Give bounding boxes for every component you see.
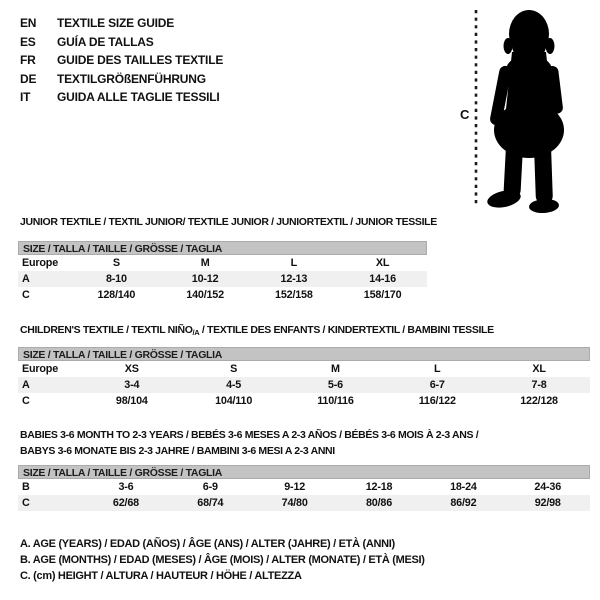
months-cell: 12-18 <box>365 481 393 493</box>
table-row-europe <box>18 361 590 377</box>
title-text: / TEXTILE DES ENFANTS / KINDERTEXTIL / BAMBINI TESSILE <box>199 324 494 336</box>
height-cell: 140/152 <box>186 289 224 301</box>
height-cell: 128/140 <box>97 289 136 301</box>
months-cell: 9-12 <box>284 481 306 493</box>
size-cell: M <box>331 363 340 375</box>
height-cell: 110/116 <box>317 395 354 407</box>
footnote-b: B. AGE (MONTHS) / EDAD (MESES) / ÂGE (MOIS) / ALTER (MONATE) / ETÀ (MESI) <box>20 554 425 566</box>
size-header-bar: SIZE / TALLA / TAILLE / GRÖSSE / TAGLIA <box>18 241 427 255</box>
legend-footnotes <box>20 536 425 584</box>
height-cell: 116/122 <box>418 395 456 407</box>
size-cell: XL <box>375 257 390 269</box>
age-cell: 14-16 <box>369 273 396 285</box>
age-cell: 5-6 <box>327 379 343 391</box>
age-cell: 7-8 <box>531 379 547 391</box>
table-row-height <box>18 393 590 409</box>
footnote-c: C. (cm) HEIGHT / ALTURA / HAUTEUR / HÖHE / ALTEZZA <box>20 570 302 582</box>
height-cell: 74/80 <box>281 497 308 509</box>
babies-size-table <box>18 465 590 511</box>
title-line-1: BABIES 3-6 MONTH TO 2-3 YEARS / BEBÉS 3-6 MESES A 2-3 AÑOS / BÉBÉS 3-6 MOIS À 2-3 ANS / <box>20 429 479 441</box>
age-cell: 6-7 <box>429 379 445 391</box>
table-row-age <box>18 271 427 287</box>
row-label: C <box>22 497 30 509</box>
size-cell: L <box>434 363 441 375</box>
size-cell: M <box>200 257 210 269</box>
table-row-height <box>18 287 427 303</box>
lang-label: TEXTILE SIZE GUIDE <box>57 16 175 31</box>
toddler-silhouette-icon <box>448 6 596 218</box>
months-cell: 3-6 <box>118 481 134 493</box>
row-label: A <box>22 273 30 285</box>
height-cell: 68/74 <box>197 497 224 509</box>
lang-row-en <box>20 14 223 33</box>
lang-label: GUIDA ALLE TAGLIE TESSILI <box>57 90 220 105</box>
height-cell: 62/68 <box>112 497 139 509</box>
lang-code: EN <box>20 16 37 31</box>
lang-row-es <box>20 33 223 52</box>
age-cell: 8-10 <box>105 273 127 285</box>
junior-section-title: JUNIOR TEXTILE / TEXTIL JUNIOR/ TEXTILE JUNIOR / JUNIORTEXTIL / JUNIOR TESSILE <box>20 216 437 228</box>
months-cell: 24-36 <box>534 481 562 493</box>
age-cell: 4-5 <box>226 379 242 391</box>
lang-label: TEXTILGRÖßENFÜHRUNG <box>57 71 206 86</box>
size-header-bar: SIZE / TALLA / TAILLE / GRÖSSE / TAGLIA <box>18 347 590 361</box>
table-row-age <box>18 377 590 393</box>
lang-code: FR <box>20 53 36 68</box>
height-cell: 86/92 <box>450 497 477 509</box>
size-cell: S <box>112 257 120 269</box>
months-cell: 18-24 <box>450 481 477 493</box>
row-label: C <box>22 289 30 301</box>
lang-row-fr <box>20 51 223 70</box>
height-cell: 80/86 <box>366 497 393 509</box>
age-cell: 12-13 <box>280 273 308 285</box>
row-label: C <box>22 395 30 407</box>
age-cell: 10-12 <box>191 273 219 285</box>
babies-section-title <box>20 427 478 459</box>
months-cell: 6-9 <box>202 481 218 493</box>
title-text: CHILDREN'S TEXTILE / TEXTIL NIÑO <box>20 324 193 336</box>
row-label: Europe <box>22 363 58 375</box>
size-cell: L <box>290 257 298 269</box>
lang-code: DE <box>20 71 37 86</box>
children-section-title <box>20 322 494 341</box>
table-row-europe <box>18 255 427 271</box>
row-label: Europe <box>22 257 58 269</box>
lang-row-de <box>20 70 223 89</box>
height-cell: 158/170 <box>363 289 402 301</box>
table-row-months <box>18 479 590 495</box>
junior-size-table <box>18 241 427 303</box>
height-marker-label: C <box>460 107 470 122</box>
lang-label: GUÍA DE TALLAS <box>57 34 154 49</box>
lang-code: ES <box>20 34 36 49</box>
language-header <box>20 14 223 107</box>
row-label: A <box>22 379 30 391</box>
title-line-2: BABYS 3-6 MONATE BIS 2-3 JAHRE / BAMBINI 3-6 MESI A 2-3 ANNI <box>20 445 335 457</box>
lang-row-it <box>20 88 223 107</box>
size-cell: XS <box>124 363 139 375</box>
height-cell: 92/98 <box>534 497 561 509</box>
title-subscript: /A <box>192 328 200 337</box>
row-label: B <box>22 481 30 493</box>
size-cell: XL <box>532 363 546 375</box>
lang-label: GUIDE DES TAILLES TEXTILE <box>57 53 224 68</box>
size-cell: S <box>230 363 238 375</box>
table-row-height <box>18 495 590 511</box>
height-cell: 98/104 <box>115 395 148 407</box>
lang-code: IT <box>20 90 31 105</box>
children-size-table <box>18 347 590 409</box>
height-cell: 104/110 <box>215 395 253 407</box>
child-figure-area <box>448 6 596 218</box>
height-cell: 152/158 <box>275 289 313 301</box>
age-cell: 3-4 <box>124 379 140 391</box>
height-cell: 122/128 <box>520 395 558 407</box>
footnote-a: A. AGE (YEARS) / EDAD (AÑOS) / ÂGE (ANS) / ALTER (JAHRE) / ETÀ (ANNI) <box>20 538 395 550</box>
size-header-bar: SIZE / TALLA / TAILLE / GRÖSSE / TAGLIA <box>18 465 590 479</box>
